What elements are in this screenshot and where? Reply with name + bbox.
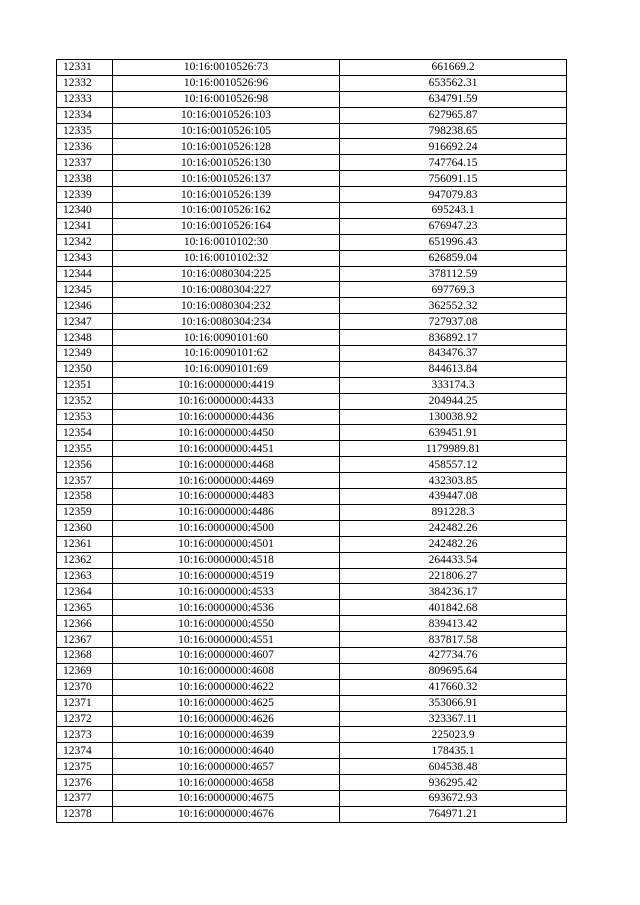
value-cell: 764971.21 [340, 806, 567, 822]
row-number-cell: 12355 [57, 441, 113, 457]
value-cell: 401842.68 [340, 600, 567, 616]
table-row [57, 123, 567, 139]
value-cell: 844613.84 [340, 361, 567, 377]
row-number-cell: 12362 [57, 552, 113, 568]
cadastral-number-cell: 10:16:0000000:4451 [113, 441, 340, 457]
table-row [57, 520, 567, 536]
value-cell: 839413.42 [340, 616, 567, 632]
row-number-cell: 12360 [57, 520, 113, 536]
table-row [57, 330, 567, 346]
row-number-cell: 12339 [57, 187, 113, 203]
value-cell: 362552.32 [340, 298, 567, 314]
cadastral-number-cell: 10:16:0080304:227 [113, 282, 340, 298]
row-number-cell: 12337 [57, 155, 113, 171]
value-cell: 221806.27 [340, 568, 567, 584]
row-number-cell: 12363 [57, 568, 113, 584]
value-cell: 639451.91 [340, 425, 567, 441]
row-number-cell: 12374 [57, 743, 113, 759]
row-number-cell: 12350 [57, 361, 113, 377]
cadastral-number-cell: 10:16:0000000:4501 [113, 536, 340, 552]
table-row [57, 504, 567, 520]
table-row [57, 568, 567, 584]
row-number-cell: 12334 [57, 107, 113, 123]
table-row [57, 584, 567, 600]
value-cell: 242482.26 [340, 520, 567, 536]
value-cell: 747764.15 [340, 155, 567, 171]
row-number-cell: 12344 [57, 266, 113, 282]
row-number-cell: 12342 [57, 234, 113, 250]
table-row [57, 393, 567, 409]
value-cell: 756091.15 [340, 171, 567, 187]
table-row [57, 711, 567, 727]
value-cell: 323367.11 [340, 711, 567, 727]
cadastral-number-cell: 10:16:0000000:4640 [113, 743, 340, 759]
cadastral-number-cell: 10:16:0000000:4468 [113, 457, 340, 473]
table-row [57, 203, 567, 219]
value-cell: 604538.48 [340, 759, 567, 775]
cadastral-number-cell: 10:16:0000000:4483 [113, 489, 340, 505]
value-cell: 695243.1 [340, 203, 567, 219]
value-cell: 891228.3 [340, 504, 567, 520]
cadastral-number-cell: 10:16:0010102:30 [113, 234, 340, 250]
row-number-cell: 12333 [57, 91, 113, 107]
value-cell: 836892.17 [340, 330, 567, 346]
cadastral-number-cell: 10:16:0000000:4626 [113, 711, 340, 727]
row-number-cell: 12377 [57, 790, 113, 806]
row-number-cell: 12347 [57, 314, 113, 330]
row-number-cell: 12368 [57, 647, 113, 663]
table-body [57, 60, 567, 823]
table-row [57, 425, 567, 441]
table-row [57, 663, 567, 679]
row-number-cell: 12335 [57, 123, 113, 139]
value-cell: 427734.76 [340, 647, 567, 663]
row-number-cell: 12345 [57, 282, 113, 298]
value-cell: 417660.32 [340, 679, 567, 695]
table-row [57, 298, 567, 314]
value-cell: 384236.17 [340, 584, 567, 600]
value-cell: 225023.9 [340, 727, 567, 743]
table-row [57, 171, 567, 187]
table-row [57, 552, 567, 568]
cadastral-number-cell: 10:16:0010526:164 [113, 218, 340, 234]
value-cell: 1179989.81 [340, 441, 567, 457]
table-row [57, 107, 567, 123]
table-row [57, 409, 567, 425]
cadastral-number-cell: 10:16:0000000:4436 [113, 409, 340, 425]
table-row [57, 91, 567, 107]
table-row [57, 441, 567, 457]
row-number-cell: 12356 [57, 457, 113, 473]
cadastral-number-cell: 10:16:0000000:4533 [113, 584, 340, 600]
cadastral-number-cell: 10:16:0000000:4608 [113, 663, 340, 679]
cadastral-number-cell: 10:16:0000000:4450 [113, 425, 340, 441]
table-row [57, 218, 567, 234]
value-cell: 204944.25 [340, 393, 567, 409]
value-cell: 242482.26 [340, 536, 567, 552]
table-row [57, 775, 567, 791]
table-row [57, 647, 567, 663]
cadastral-number-cell: 10:16:0000000:4519 [113, 568, 340, 584]
table-row [57, 139, 567, 155]
table-row [57, 679, 567, 695]
cadastral-number-cell: 10:16:0010526:103 [113, 107, 340, 123]
row-number-cell: 12371 [57, 695, 113, 711]
row-number-cell: 12369 [57, 663, 113, 679]
cadastral-number-cell: 10:16:0000000:4433 [113, 393, 340, 409]
table-row [57, 266, 567, 282]
cadastral-number-cell: 10:16:0010526:96 [113, 75, 340, 91]
value-cell: 651996.43 [340, 234, 567, 250]
value-cell: 378112.59 [340, 266, 567, 282]
value-cell: 798238.65 [340, 123, 567, 139]
table-row [57, 457, 567, 473]
row-number-cell: 12370 [57, 679, 113, 695]
value-cell: 653562.31 [340, 75, 567, 91]
cadastral-number-cell: 10:16:0090101:60 [113, 330, 340, 346]
row-number-cell: 12348 [57, 330, 113, 346]
value-cell: 843476.37 [340, 346, 567, 362]
cadastral-number-cell: 10:16:0010526:130 [113, 155, 340, 171]
value-cell: 837817.58 [340, 632, 567, 648]
cadastral-number-cell: 10:16:0010526:73 [113, 60, 340, 76]
value-cell: 626859.04 [340, 250, 567, 266]
value-cell: 676947.23 [340, 218, 567, 234]
cadastral-number-cell: 10:16:0010526:139 [113, 187, 340, 203]
row-number-cell: 12336 [57, 139, 113, 155]
table-row [57, 282, 567, 298]
row-number-cell: 12375 [57, 759, 113, 775]
cadastral-number-cell: 10:16:0000000:4500 [113, 520, 340, 536]
table-row [57, 600, 567, 616]
table-row [57, 314, 567, 330]
row-number-cell: 12352 [57, 393, 113, 409]
value-cell: 458557.12 [340, 457, 567, 473]
row-number-cell: 12365 [57, 600, 113, 616]
table-row [57, 234, 567, 250]
row-number-cell: 12353 [57, 409, 113, 425]
row-number-cell: 12367 [57, 632, 113, 648]
cadastral-number-cell: 10:16:0000000:4536 [113, 600, 340, 616]
data-table [56, 59, 567, 823]
cadastral-number-cell: 10:16:0000000:4550 [113, 616, 340, 632]
row-number-cell: 12372 [57, 711, 113, 727]
cadastral-number-cell: 10:16:0090101:62 [113, 346, 340, 362]
table-row [57, 759, 567, 775]
value-cell: 809695.64 [340, 663, 567, 679]
value-cell: 661669.2 [340, 60, 567, 76]
value-cell: 697769.3 [340, 282, 567, 298]
row-number-cell: 12332 [57, 75, 113, 91]
table-row [57, 155, 567, 171]
value-cell: 727937.08 [340, 314, 567, 330]
cadastral-number-cell: 10:16:0000000:4639 [113, 727, 340, 743]
cadastral-number-cell: 10:16:0090101:69 [113, 361, 340, 377]
table-row [57, 695, 567, 711]
table-row [57, 632, 567, 648]
cadastral-number-cell: 10:16:0010526:105 [113, 123, 340, 139]
row-number-cell: 12351 [57, 377, 113, 393]
value-cell: 333174.3 [340, 377, 567, 393]
row-number-cell: 12376 [57, 775, 113, 791]
row-number-cell: 12358 [57, 489, 113, 505]
table-row [57, 616, 567, 632]
cadastral-number-cell: 10:16:0000000:4419 [113, 377, 340, 393]
value-cell: 693672.93 [340, 790, 567, 806]
row-number-cell: 12364 [57, 584, 113, 600]
table-row [57, 60, 567, 76]
value-cell: 432303.85 [340, 473, 567, 489]
cadastral-number-cell: 10:16:0000000:4622 [113, 679, 340, 695]
cadastral-number-cell: 10:16:0000000:4607 [113, 647, 340, 663]
row-number-cell: 12378 [57, 806, 113, 822]
table-row [57, 361, 567, 377]
row-number-cell: 12366 [57, 616, 113, 632]
row-number-cell: 12331 [57, 60, 113, 76]
row-number-cell: 12357 [57, 473, 113, 489]
table-row [57, 473, 567, 489]
value-cell: 936295.42 [340, 775, 567, 791]
value-cell: 178435.1 [340, 743, 567, 759]
table-row [57, 346, 567, 362]
table-row [57, 75, 567, 91]
cadastral-number-cell: 10:16:0000000:4551 [113, 632, 340, 648]
cadastral-number-cell: 10:16:0000000:4518 [113, 552, 340, 568]
table-row [57, 250, 567, 266]
cadastral-number-cell: 10:16:0000000:4676 [113, 806, 340, 822]
cadastral-number-cell: 10:16:0000000:4675 [113, 790, 340, 806]
cadastral-number-cell: 10:16:0010102:32 [113, 250, 340, 266]
row-number-cell: 12373 [57, 727, 113, 743]
value-cell: 439447.08 [340, 489, 567, 505]
value-cell: 353066.91 [340, 695, 567, 711]
row-number-cell: 12361 [57, 536, 113, 552]
cadastral-number-cell: 10:16:0000000:4486 [113, 504, 340, 520]
cadastral-number-cell: 10:16:0080304:232 [113, 298, 340, 314]
cadastral-number-cell: 10:16:0010526:98 [113, 91, 340, 107]
cadastral-number-cell: 10:16:0000000:4469 [113, 473, 340, 489]
value-cell: 130038.92 [340, 409, 567, 425]
row-number-cell: 12349 [57, 346, 113, 362]
table-row [57, 743, 567, 759]
table-row [57, 790, 567, 806]
value-cell: 264433.54 [340, 552, 567, 568]
table-row [57, 377, 567, 393]
table-row [57, 806, 567, 822]
cadastral-number-cell: 10:16:0010526:137 [113, 171, 340, 187]
row-number-cell: 12338 [57, 171, 113, 187]
cadastral-number-cell: 10:16:0000000:4657 [113, 759, 340, 775]
cadastral-number-cell: 10:16:0000000:4625 [113, 695, 340, 711]
table-row [57, 187, 567, 203]
row-number-cell: 12354 [57, 425, 113, 441]
value-cell: 634791.59 [340, 91, 567, 107]
table-row [57, 536, 567, 552]
row-number-cell: 12343 [57, 250, 113, 266]
cadastral-number-cell: 10:16:0010526:162 [113, 203, 340, 219]
value-cell: 947079.83 [340, 187, 567, 203]
table-row [57, 489, 567, 505]
cadastral-number-cell: 10:16:0010526:128 [113, 139, 340, 155]
row-number-cell: 12359 [57, 504, 113, 520]
table-row [57, 727, 567, 743]
cadastral-number-cell: 10:16:0000000:4658 [113, 775, 340, 791]
row-number-cell: 12346 [57, 298, 113, 314]
cadastral-number-cell: 10:16:0080304:234 [113, 314, 340, 330]
value-cell: 627965.87 [340, 107, 567, 123]
value-cell: 916692.24 [340, 139, 567, 155]
row-number-cell: 12341 [57, 218, 113, 234]
row-number-cell: 12340 [57, 203, 113, 219]
cadastral-number-cell: 10:16:0080304:225 [113, 266, 340, 282]
